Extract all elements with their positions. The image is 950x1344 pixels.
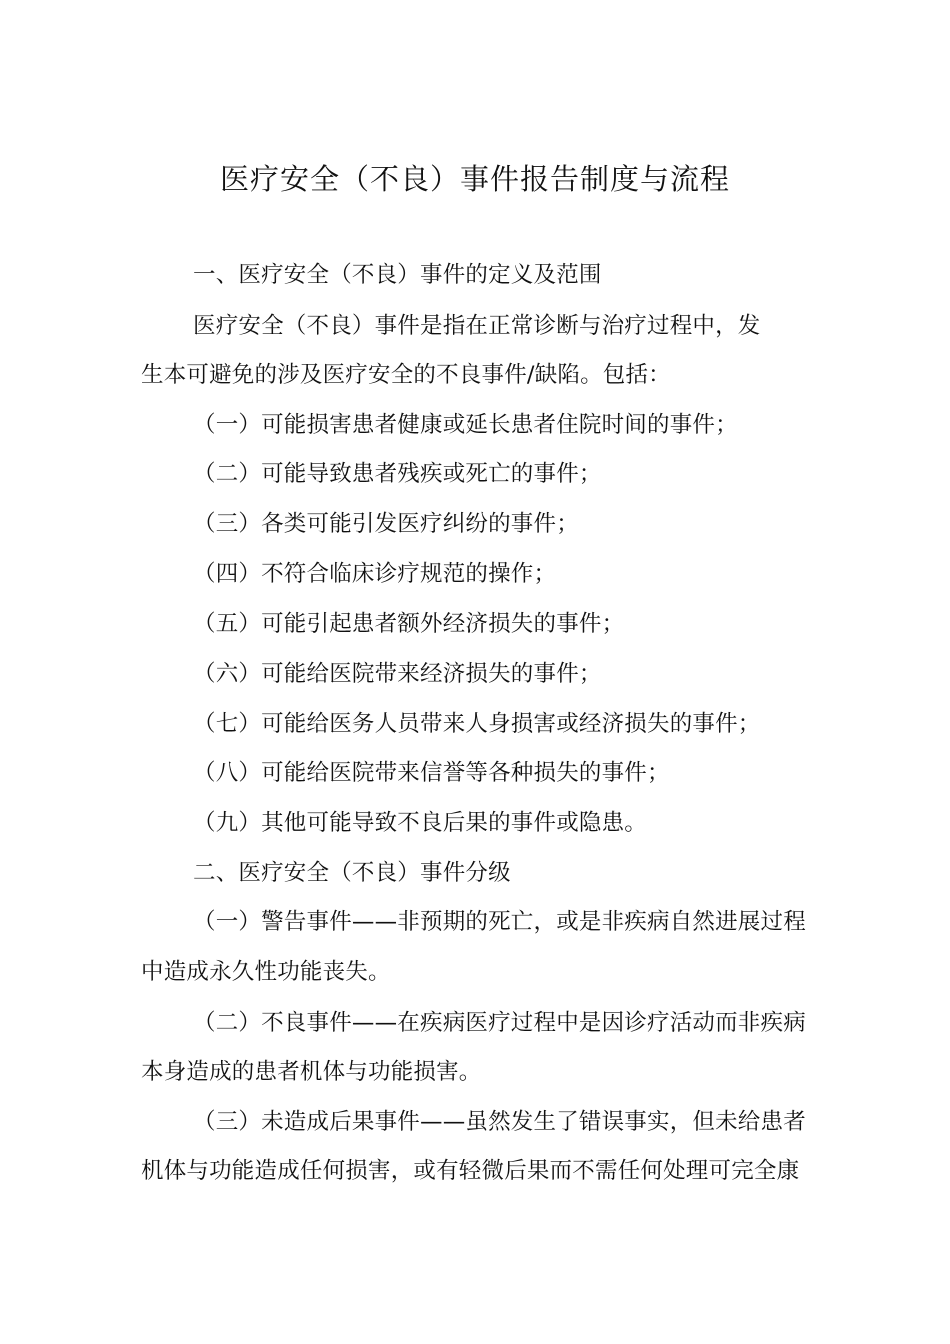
list-item: （四）不符合临床诊疗规范的操作； (193, 561, 557, 587)
list-item: （三）各类可能引发医疗纠纷的事件； (193, 511, 579, 537)
section-heading-definition: 一、医疗安全（不良）事件的定义及范围 (193, 262, 602, 288)
list-item: （一）可能损害患者健康或延长患者住院时间的事件； (193, 412, 738, 438)
list-item: （九）其他可能导致不良后果的事件或隐患。 (193, 810, 648, 836)
paragraph-line: （三）未造成后果事件——虽然发生了错误事实，但未给患者 (193, 1109, 806, 1135)
document-title: 医疗安全（不良）事件报告制度与流程 (219, 162, 730, 196)
list-item: （七）可能给医务人员带来人身损害或经济损失的事件； (193, 711, 761, 737)
list-item: （六）可能给医院带来经济损失的事件； (193, 661, 602, 687)
list-item: （八）可能给医院带来信誉等各种损失的事件； (193, 760, 670, 786)
list-item: （二）可能导致患者残疾或死亡的事件； (193, 461, 602, 487)
list-item: （五）可能引起患者额外经济损失的事件； (193, 611, 625, 637)
section-heading-grading: 二、医疗安全（不良）事件分级 (193, 860, 511, 886)
paragraph-line: 本身造成的患者机体与功能损害。 (141, 1059, 482, 1085)
paragraph-line: 机体与功能造成任何损害，或有轻微后果而不需任何处理可完全康 (141, 1158, 800, 1184)
paragraph-line: （一）警告事件——非预期的死亡，或是非疾病自然进展过程 (193, 909, 806, 935)
paragraph-line: （二）不良事件——在疾病医疗过程中是因诊疗活动而非疾病 (193, 1010, 806, 1036)
paragraph-line: 中造成永久性功能丧失。 (141, 959, 391, 985)
paragraph-line: 医疗安全（不良）事件是指在正常诊断与治疗过程中，发 (193, 313, 761, 339)
paragraph-line: 生本可避免的涉及医疗安全的不良事件/缺陷。包括： (141, 362, 671, 388)
